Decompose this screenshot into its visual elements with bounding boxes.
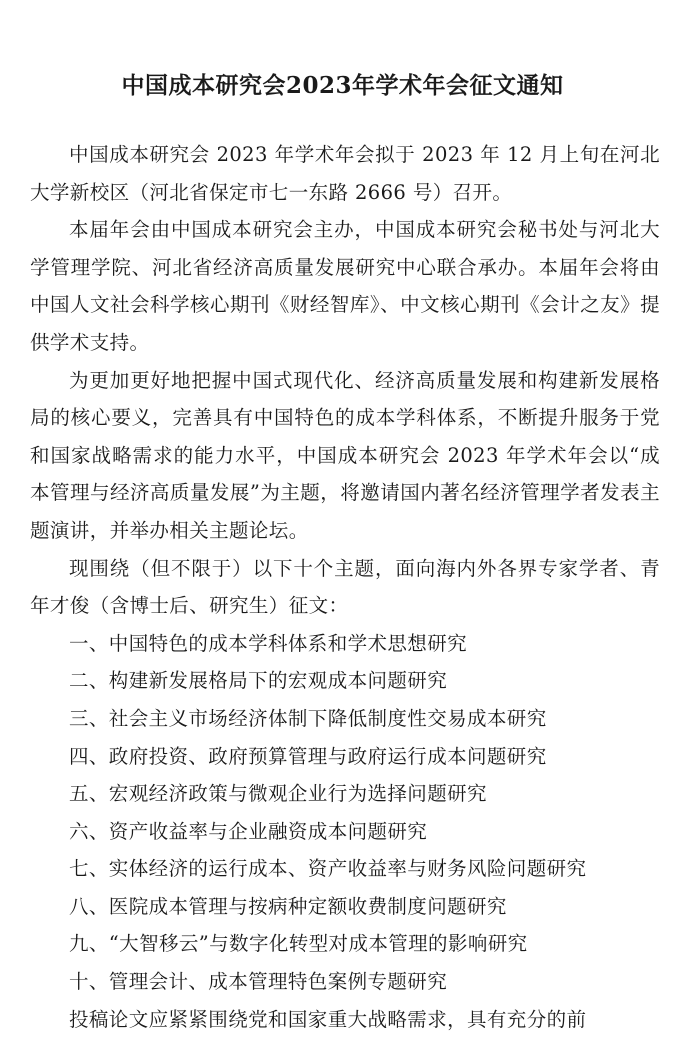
topic-item: 八、医院成本管理与按病种定额收费制度问题研究 [69,894,507,918]
topic-item: 十、管理会计、成本管理特色案例专题研究 [69,970,448,994]
topic-item: 七、实体经济的运行成本、资产收益率与财务风险问题研究 [69,857,587,881]
paragraph-meeting-info: 中国成本研究会 2023 年学术年会拟于 2023 年 12 月上旬在河北大学新校区（河北省保定市七一东路 2666 号）召开。 [30,143,660,204]
document-title: 中国成本研究会2023年学术年会征文通知 [121,72,564,99]
topic-item: 一、中国特色的成本学科体系和学术思想研究 [69,631,468,655]
paragraph-submission-requirements: 投稿论文应紧紧围绕党和国家重大战略需求，具有充分的前 [69,1007,587,1031]
topic-item: 二、构建新发展格局下的宏观成本问题研究 [69,669,448,693]
topic-item: 三、社会主义市场经济体制下降低制度性交易成本研究 [69,706,547,730]
topic-list [30,625,660,1001]
topic-item: 四、政府投资、政府预算管理与政府运行成本问题研究 [69,744,547,768]
paragraph-organizers: 本届年会由中国成本研究会主办，中国成本研究会秘书处与河北大学管理学院、河北省经济高质量发展研究中心联合承办。本届年会将由中国人文社会科学核心期刊《财经智库》、中文核心期刊《会计之友》提供学术支持。 [30,218,660,354]
topic-item: 九、“大智移云”与数字化转型对成本管理的影响研究 [69,932,528,956]
topic-item: 六、资产收益率与企业融资成本问题研究 [69,819,428,843]
paragraph-call-for-papers: 现围绕（但不限于）以下十个主题，面向海内外各界专家学者、青年才俊（含博士后、研究生）征文： [30,556,660,618]
document-body [30,136,660,1038]
paragraph-theme: 为更加更好地把握中国式现代化、经济高质量发展和构建新发展格局的核心要义，完善具有中国特色的成本学科体系，不断提升服务于党和国家战略需求的能力水平，中国成本研究会 2023 年学术年会以“成本管理与经济高质量发展”为主题，将邀请国内著名经济管理学者发表主题演讲，并举办相关主题论坛。 [30,368,660,542]
topic-item: 五、宏观经济政策与微观企业行为选择问题研究 [69,782,487,806]
